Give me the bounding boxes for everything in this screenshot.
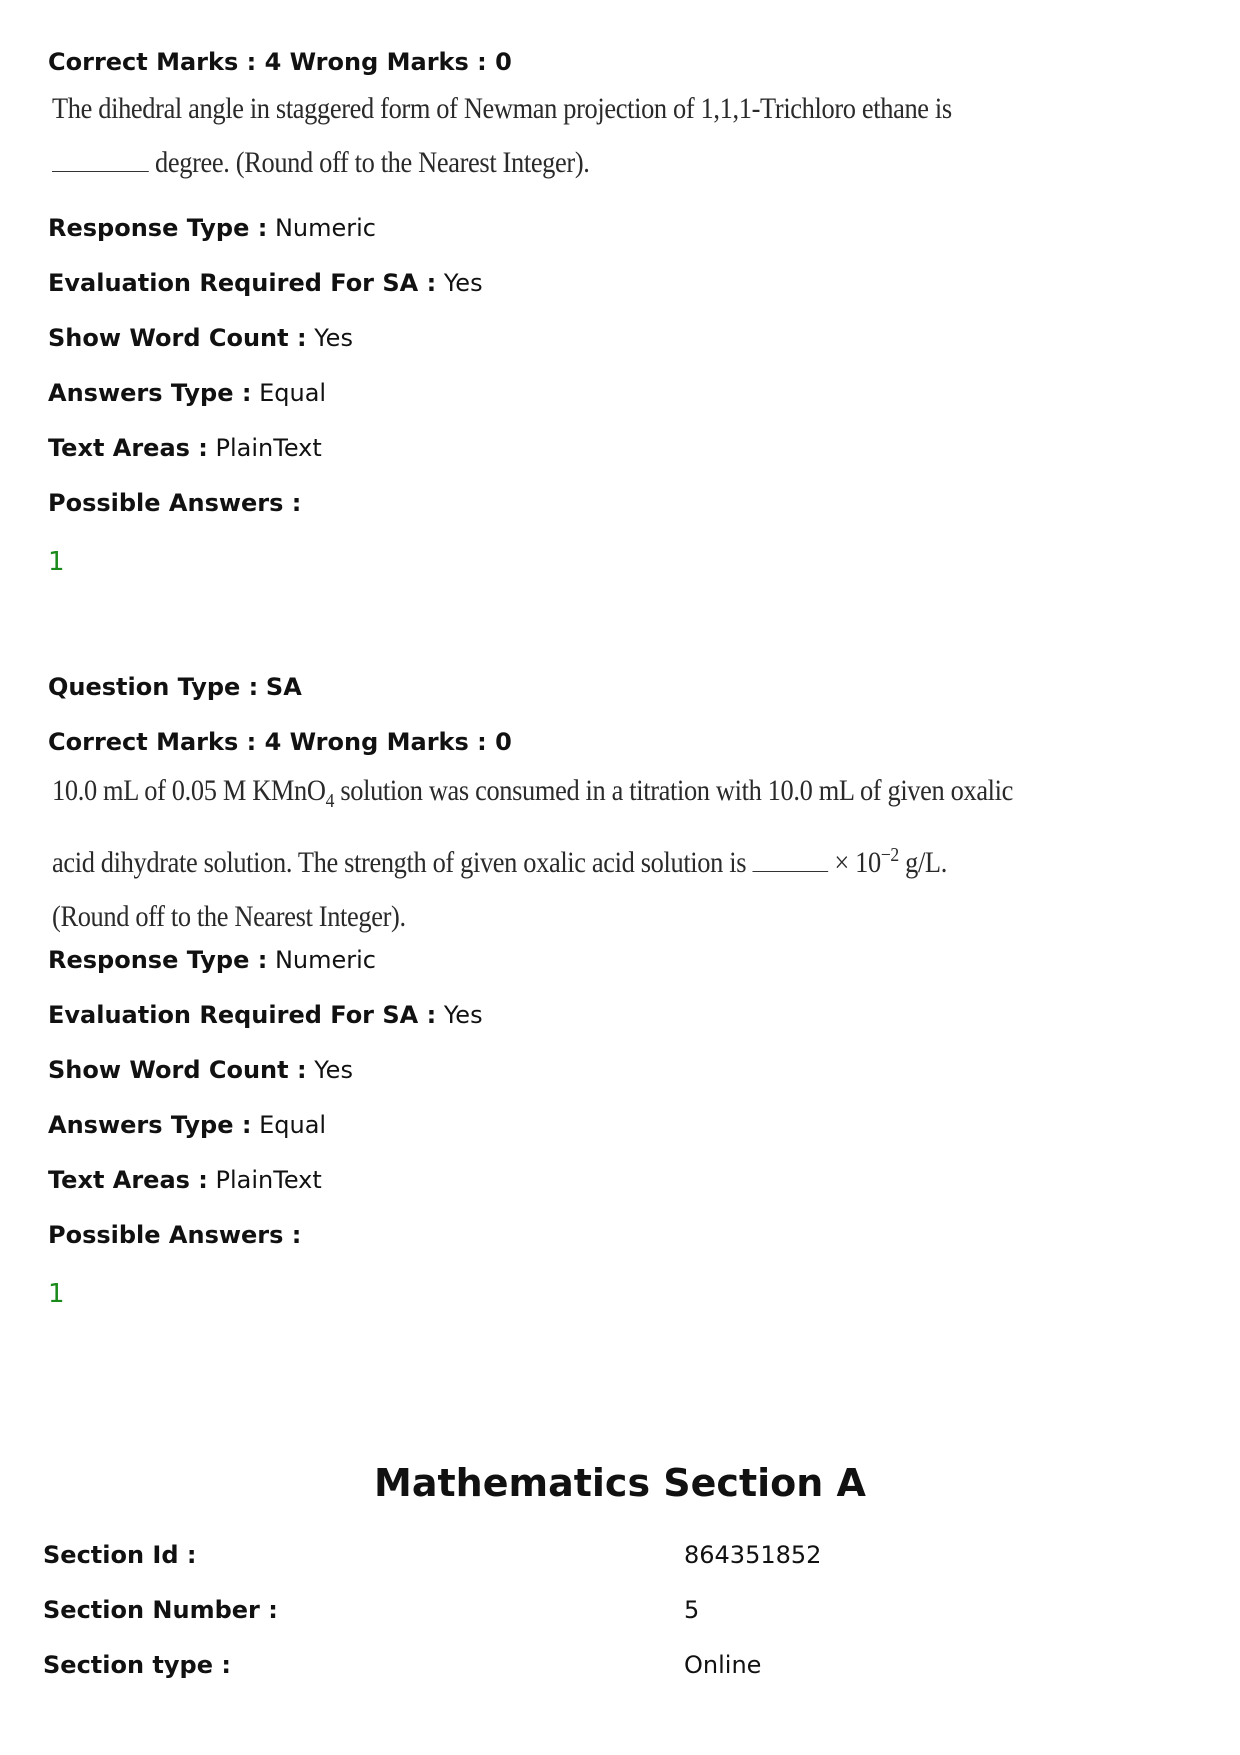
q1-answer-value: 1 <box>48 547 65 577</box>
q1-meta <box>48 214 1148 577</box>
section-type-row <box>43 1651 1193 1679</box>
q1-answers-type-value: Equal <box>259 379 327 407</box>
q1-response-type <box>48 214 1148 242</box>
q2-evaluation-value: Yes <box>443 1001 483 1029</box>
q1-response-type-value: Numeric <box>274 214 376 242</box>
section-type-key: Section type : <box>43 1651 231 1679</box>
section-number-key: Section Number : <box>43 1596 278 1624</box>
q2-marks-label: Correct Marks : 4 Wrong Marks : 0 <box>48 728 512 756</box>
q2-evaluation <box>48 1001 1148 1029</box>
q1-evaluation-value: Yes <box>443 269 483 297</box>
q2-answer-value: 1 <box>48 1279 65 1309</box>
section-title: Mathematics Section A <box>374 1461 866 1505</box>
q2-line-1-part-a: 10.0 mL of 0.05 M KMnO <box>52 774 326 807</box>
q2-evaluation-key: Evaluation Required For SA : <box>48 1001 437 1029</box>
q2-possible-answers <box>48 1221 1148 1249</box>
question-1 <box>48 48 1148 577</box>
q2-line-2-part-a: acid dihydrate solution. The strength of given oxalic acid solution is <box>52 846 747 879</box>
section-number-value: 5 <box>684 1596 700 1624</box>
q1-evaluation-key: Evaluation Required For SA : <box>48 269 437 297</box>
section-id-row <box>43 1541 1193 1569</box>
q2-question-type-key: Question Type : <box>48 673 259 701</box>
q2-line-1-part-b: solution was consumed in a titration with 10.0 mL of given oxalic <box>334 774 1014 807</box>
q2-word-count <box>48 1056 1148 1084</box>
section-number-row <box>43 1596 1193 1624</box>
q2-response-type-key: Response Type : <box>48 946 268 974</box>
q1-question-line-1: The dihedral angle in staggered form of Newman projection of 1,1,1-Trichloro ethane is <box>52 92 952 125</box>
q1-evaluation <box>48 269 1148 297</box>
q2-text-areas <box>48 1166 1148 1194</box>
q2-line-1-subscript: 4 <box>325 790 335 812</box>
q1-text-areas <box>48 434 1148 462</box>
q2-marks <box>48 728 1148 756</box>
section-type-value: Online <box>684 1651 762 1679</box>
q2-line-2-part-c: g/L. <box>898 846 947 879</box>
q1-marks-label: Correct Marks : 4 Wrong Marks : 0 <box>48 48 512 76</box>
q1-response-type-key: Response Type : <box>48 214 268 242</box>
q2-answers-type <box>48 1111 1148 1139</box>
q2-question-type <box>48 673 1148 701</box>
q2-answers-type-key: Answers Type : <box>48 1111 252 1139</box>
q1-possible-answers <box>48 489 1148 517</box>
q1-marks <box>48 48 1148 76</box>
q2-question-type-value: SA <box>265 673 302 701</box>
q1-word-count-key: Show Word Count : <box>48 324 307 352</box>
q1-text-areas-key: Text Areas : <box>48 434 208 462</box>
q1-word-count-value: Yes <box>314 324 353 352</box>
answer-blank <box>752 870 828 872</box>
q1-question-line-2-text: degree. (Round off to the Nearest Integer). <box>155 146 590 179</box>
q1-answers-type <box>48 379 1148 407</box>
q2-possible-answers-key: Possible Answers : <box>48 1221 302 1249</box>
q1-text-areas-value: PlainText <box>215 434 322 462</box>
section-id-value: 864351852 <box>684 1541 822 1569</box>
q2-word-count-key: Show Word Count : <box>48 1056 307 1084</box>
q1-word-count <box>48 324 1148 352</box>
q1-possible-answers-key: Possible Answers : <box>48 489 302 517</box>
q1-question-line-2 <box>52 136 1016 190</box>
q2-question-image <box>48 764 1148 933</box>
q2-line-2-superscript: −2 <box>880 844 899 866</box>
q2-word-count-value: Yes <box>314 1056 353 1084</box>
q2-question-line-3: (Round off to the Nearest Integer). <box>52 900 406 933</box>
q2-text-areas-key: Text Areas : <box>48 1166 208 1194</box>
q1-question-image <box>48 82 1148 194</box>
q1-answers-type-key: Answers Type : <box>48 379 252 407</box>
q2-meta <box>48 946 1148 1309</box>
q2-answers-type-value: Equal <box>259 1111 327 1139</box>
q2-line-2-part-b: × 10 <box>834 846 881 879</box>
q2-question-line-2 <box>52 828 1016 890</box>
q2-text-areas-value: PlainText <box>215 1166 322 1194</box>
question-2 <box>48 673 1148 1309</box>
section-id-key: Section Id : <box>43 1541 197 1569</box>
q2-question-line-1 <box>52 764 1016 828</box>
q2-response-type <box>48 946 1148 974</box>
q2-response-type-value: Numeric <box>274 946 376 974</box>
answer-blank <box>52 170 149 172</box>
